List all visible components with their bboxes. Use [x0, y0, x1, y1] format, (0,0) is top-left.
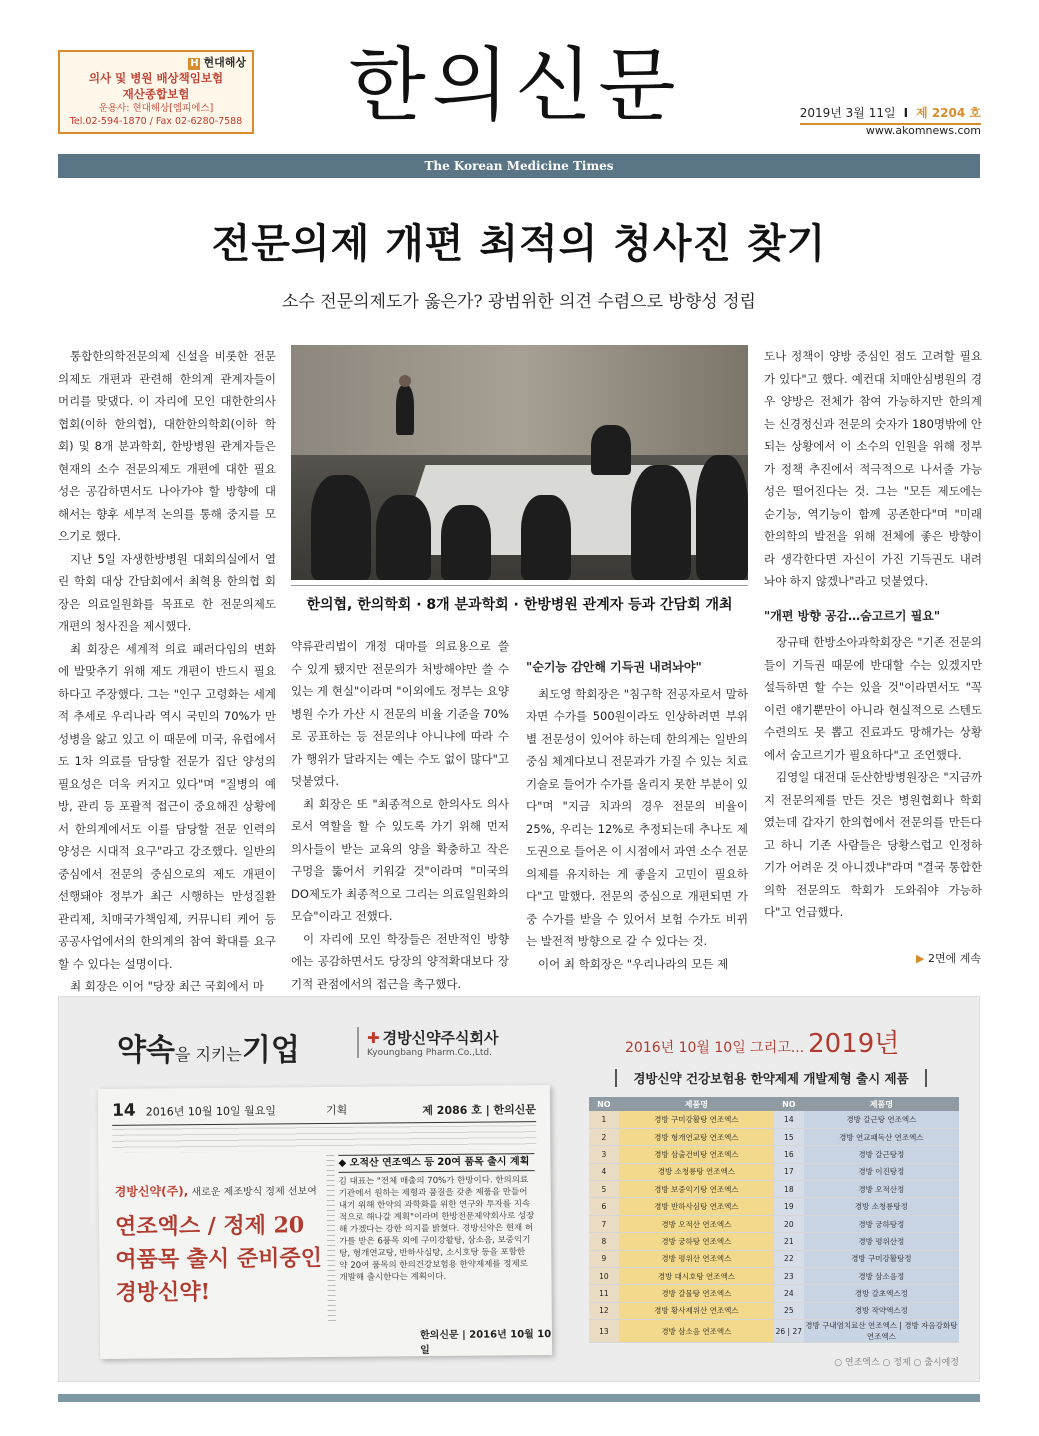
product-no: 21 — [774, 1233, 804, 1250]
paragraph: 이어 최 학회장은 "우리나라의 모든 제 — [538, 956, 729, 971]
newspaper-clipping — [98, 1085, 552, 1359]
paragraph: 최 회장은 또 "최종적으로 한의사도 의사로서 역할을 할 수 있도록 가기 위해 먼저 의사들이 받는 교육의 양을 확충하고 작은 구멍을 뚫어서 키워갈 것"이라며 "미국의 DO제도가 최종적으로 그리는 의료일원화의 모습"이라고 전했다. — [291, 796, 509, 923]
product-name: 경방 대시호탕 연조엑스 — [619, 1268, 774, 1285]
clipping-header — [112, 1097, 536, 1126]
ad-slogan — [117, 1025, 300, 1069]
table-row — [589, 1215, 959, 1232]
paragraph: 장규태 한방소아과학회장은 "기존 전문의들이 기득권 때문에 반대할 수는 있겠지만 설득하면 할 수는 있을 것"이라면서도 "꼭 이런 얘기뿐만이 아니라 현실적으로 스텐도 수련의도 못 뽑고 진료과도 망해가는 상황에서 숨고르기가 필요하다"고 조언했다. — [764, 635, 982, 762]
product-no: 12 — [589, 1302, 619, 1319]
product-name: 경방 작약엑스정 — [804, 1302, 959, 1319]
product-no: 4 — [589, 1163, 619, 1180]
product-name: 경방 궁하탕정 — [804, 1215, 959, 1232]
paragraph: 약류관리법이 개정 대마를 의료용으로 쓸 수 있게 됐지만 전문의가 처방해야만 쓸 수 있는 게 현실"이라며 "이외에도 정부는 요양병원 수가 가산 시 전문의 비율 기준을 70%로 공표하는 등 전문의냐 아니냐에 따라 수가 행위가 달라지는 예는 수도 없이 많다"고 덧붙였다. — [291, 639, 509, 788]
photo-person — [311, 475, 371, 580]
insurance-brand: H 현대해상 — [190, 56, 246, 69]
product-no: 20 — [774, 1215, 804, 1232]
insurance-line-2: 재산종합보험 — [122, 87, 190, 101]
photo-person — [441, 505, 491, 580]
clipping-date: 2016년 10월 10일 월요일 — [145, 1104, 276, 1119]
table-row — [589, 1146, 959, 1163]
website-link[interactable]: www.akomnews.com — [865, 124, 981, 137]
paragraph: 최도영 학회장은 "침구학 전공자로서 말하자면 수가를 500원이라도 인상하려면 부위별 전문성이 있어야 하는데 한의계는 일반의 중심 체계다보니 전문과가 가질 수 있는 치료기술로 들어가 수가를 올리지 못한 부분이 있다"며 "지금 치과의 경우 전문의 비율이 25%, 우리는 12%로 추정되는데 추나도 제도권으로 들어온 이 시점에서 과연 소수 전문의제를 유지하는 게 좋을지 고민이 필요하다"고 말했다. 전문의 중심으로 개편되면 가중 수가를 받을 수 있어서 보험 수가도 비뀌는 발전적 방향으로 갈 수 있다는 것. — [526, 686, 748, 948]
product-no: 22 — [774, 1250, 804, 1267]
paragraph: 김영일 대전대 둔산한방병원장은 "지금까지 전문의제를 만든 것은 병원협회나 학회였는데 갑자기 한의협에서 전문의를 만든다고 하니 기존 사람들은 당황스럽고 인정하기가 어려운 것 아니겠냐"라며 "결국 통합한의학 전문의도 학회가 도와줘야 가능하다"고 언급했다. — [764, 770, 982, 919]
subheadline: 소수 전문의제도가 옳은가? 광범위한 의견 수렴으로 방향성 정립 — [282, 292, 756, 312]
product-name: 경방 구미강활탕 연조엑스 — [619, 1111, 774, 1128]
hyundai-logo-icon: H — [190, 58, 199, 69]
col-header-name: 제품명 — [619, 1097, 774, 1111]
meeting-photo — [291, 345, 748, 580]
insurance-ad-box[interactable] — [58, 50, 254, 134]
product-no: 17 — [774, 1163, 804, 1180]
product-no: 3 — [589, 1146, 619, 1163]
caption-rule — [291, 585, 748, 586]
table-row — [589, 1163, 959, 1180]
paragraph: 최 회장은 이어 "당장 최근 국회에서 마 — [70, 979, 264, 993]
product-name: 경방 삼출건비탕 연조엑스 — [619, 1146, 774, 1163]
product-name: 경방 삼소음정 — [804, 1268, 959, 1285]
ad-company — [357, 1027, 499, 1058]
product-name: 경방 이진탕정 — [804, 1163, 959, 1180]
table-row — [589, 1250, 959, 1267]
product-no: 1 — [589, 1111, 619, 1128]
product-no: 15 — [774, 1128, 804, 1145]
article-column-4 — [764, 345, 982, 924]
product-no: 16 — [774, 1146, 804, 1163]
english-name-bar: The Korean Medicine Times — [58, 154, 980, 178]
col-header-no: NO — [589, 1097, 619, 1111]
paragraph: 지난 5일 자생한방병원 대회의실에서 열린 학회 대상 간담회에서 최혁용 한의협 회장은 의료일원화를 목표로 한 전문의제도 개편의 청사진을 제시했다. — [58, 551, 276, 633]
company-logo-icon: ✚ — [367, 1029, 380, 1047]
product-table-title: 경방신약 건강보험용 한약제제 개발제형 출시 제품 — [615, 1069, 927, 1087]
issue-number: 제 2204 호 — [916, 106, 981, 120]
product-name: 경방 평위산 연조엑스 — [619, 1250, 774, 1267]
bottom-rule — [58, 1394, 980, 1402]
company-name: 경방신약주식회사 — [382, 1029, 499, 1047]
clipping-company-name: 경방신약(주), — [114, 1184, 189, 1199]
product-legend: ○ 연조엑스 ○ 정제 ○ 출시예정 — [834, 1358, 959, 1368]
product-no: 18 — [774, 1181, 804, 1198]
product-name: 경방 갈근탕정 — [804, 1146, 959, 1163]
product-no: 13 — [589, 1320, 619, 1343]
pharma-advertisement[interactable] — [58, 996, 980, 1382]
clipping-issue: 제 2086 호 | 한의신문 — [422, 1103, 537, 1118]
paragraph: 이 자리에 모인 학장들은 전반적인 방향에는 공감하면서도 당장의 양적확대보다 장기적 관점에서의 접근을 촉구했다. — [291, 931, 509, 991]
product-name: 경방 갈초엑스정 — [804, 1285, 959, 1302]
clipping-big-text: 연조엑스 / 정제 20여품목 출시 준비중인 경방신약! — [114, 1212, 323, 1306]
clipping-box-text: 김 대표는 "전체 매출의 70%가 한방이다. 한의의료기관에서 원하는 제형과 품질을 갖춘 제품을 만들어 내기 위해 한약의 과학화를 위한 연구와 투자를 지속적으로 해나갈 계획"이라며 한방전문제약회사로 성장해 가겠다는 강한 의지를 밝혔다. 경방신약은 현재 허가를 받은 6품목 외에 구미강활탕, 삼소음, 보중익기탕, 형개연교탕, 반하사심탕, 소시호탕 등을 포함한 약 20여 품목의 한의건강보험용 한약제제를 정제로 개발해 출시한다는 계획이다. — [338, 1175, 535, 1283]
insurance-contact: Tel.02-594-1870 / Fax 02-6280-7588 — [69, 116, 243, 127]
table-row — [589, 1128, 959, 1145]
product-name: 경방 구미강활탕정 — [804, 1250, 959, 1267]
since-banner — [625, 1023, 899, 1060]
product-name: 경방 형개연교탕 연조엑스 — [619, 1128, 774, 1145]
clipping-signature: 한의신문 | 2016년 10월 10일 — [419, 1329, 552, 1357]
product-name: 경방 소청룡탕 연조엑스 — [619, 1163, 774, 1180]
product-name: 경방 평위산정 — [804, 1233, 959, 1250]
product-name: 경방 연교패독산 연조엑스 — [804, 1128, 959, 1145]
photo-person — [591, 425, 631, 475]
product-no: 14 — [774, 1111, 804, 1128]
photo-speaker-head — [399, 375, 411, 387]
product-no: 2 — [589, 1128, 619, 1145]
product-table — [589, 1097, 959, 1343]
col-header-name: 제품명 — [804, 1097, 959, 1111]
product-no: 11 — [589, 1285, 619, 1302]
clipping-box-title: ◆ 오적산 연조엑스 등 20여 품목 출시 계획 — [338, 1153, 534, 1173]
product-name: 경방 구내염치료산 연조엑스 | 경방 자음강화탕 연조엑스 — [805, 1321, 958, 1342]
photo-person — [376, 495, 431, 580]
section-subtitle: "순기능 감안해 기득권 내려놔야" — [526, 660, 702, 674]
product-name: 경방 삼소음 연조엑스 — [619, 1320, 774, 1343]
table-row — [589, 1198, 959, 1215]
slogan-word-2: 을 지키는 — [174, 1045, 242, 1064]
product-no: 9 — [589, 1250, 619, 1267]
paragraph: 통합한의학전문의제 신설을 비롯한 전문의제도 개편과 관련해 한의계 관계자들이 머리를 맞댔다. 이 자리에 모인 대한한의사협회(이하 한의협), 대한한의학회(이하 학회) 및 8개 분과학회, 한방병원 관계자들은 현재의 소수 전문의제도 개편에 대한 필요성은 공감하면서도 나아가야 할 방향에 대해서는 향후 세부적 논의를 통해 중지를 모으기로 했다. — [58, 349, 276, 543]
triangle-right-icon: ▶ — [916, 952, 925, 965]
product-name: 경방 반하사심탕 연조엑스 — [619, 1198, 774, 1215]
newspaper-title: 한의신문 — [348, 39, 682, 132]
paragraph: 최 회장은 세계적 의료 패러다임의 변화에 발맞추기 위해 제도 개편이 반드시 필요하다고 주장했다. 그는 "인구 고령화는 세계적 추세로 우리나라 역시 국민의 70%가 만성병을 앓고 있고 이 때문에 미국, 유럽에서도 1차 의료를 담당할 전문가 집단 양성의 필요성은 더욱 커지고 있다"며 "질병의 예방, 관리 등 포괄적 접근이 중요해진 상황에서 한의계에서도 이를 담당할 전문 인력의 양성은 시대적 요구"라고 강조했다. 일반의 중심에서 전문의 중심으로의 제도 개편이 선행돼야 정부가 최근 시행하는 만성질환 관리제, 치매국가책임제, 커뮤니티 케어 등 공공사업에서의 한의계의 참여 확대를 요구할 수 있다는 설명이다. — [58, 641, 276, 971]
product-name: 경방 소청룡탕정 — [804, 1198, 959, 1215]
product-no: 10 — [589, 1268, 619, 1285]
product-no: 5 — [589, 1181, 619, 1198]
product-no: 6 — [589, 1198, 619, 1215]
product-name: 경방 황사제위산 연조엑스 — [619, 1302, 774, 1319]
clipping-text-lines — [326, 1155, 335, 1323]
paragraph: 도나 정책이 양방 중심인 점도 고려할 필요가 있다"고 했다. 예컨대 치매안심병원의 경우 양방은 전체가 참여 가능하지만 한의계는 신경정신과 전문의 숫자가 180명밖에 안 되는 상황에서 이 소수의 인원을 위해 정부가 정책 추진에서 적극적으로 나서줄 가능성은 떨어진다는 것. 그는 "모든 제도에는 순기능, 역기능이 함께 공존한다"며 "미래 한의학의 발전을 위해 전체에 좋은 방향이라 생각한다면 자신이 가진 기득권도 내려놔야 하지 않겠나"라고 덧붙였다. — [764, 349, 982, 588]
table-row — [589, 1233, 959, 1250]
dateline — [800, 104, 981, 125]
photo-caption: 한의협, 한의학회 · 8개 분과학회 · 한방병원 관계자 등과 간담회 개최 — [306, 597, 733, 613]
issue-date: 2019년 3월 11일 — [799, 106, 896, 120]
table-row — [589, 1302, 959, 1319]
table-row — [589, 1181, 959, 1198]
product-name: 경방 갈근탕 연조엑스 — [804, 1111, 959, 1128]
slogan-word-3: 기업 — [241, 1033, 300, 1068]
table-row — [589, 1268, 959, 1285]
since-text: 2016년 10월 10일 그리고... — [625, 1040, 805, 1056]
dateline-separator: I — [903, 106, 909, 120]
article-column-1 — [58, 345, 276, 998]
section-subtitle: "개편 방향 공감…숨고르기 필요" — [764, 608, 941, 623]
photo-wall — [291, 345, 748, 455]
col-header-no: NO — [774, 1097, 804, 1111]
product-no: 25 — [774, 1302, 804, 1319]
article-column-3 — [526, 650, 748, 975]
product-no: 7 — [589, 1215, 619, 1232]
clipping-company — [115, 1181, 317, 1200]
article-column-2 — [291, 635, 509, 995]
clipping-section: 기획 — [325, 1103, 348, 1117]
product-no: 24 — [774, 1285, 804, 1302]
photo-person — [631, 465, 691, 580]
clipping-page: 14 — [111, 1100, 136, 1121]
product-no: 8 — [589, 1233, 619, 1250]
photo-person — [696, 455, 748, 580]
continued-link[interactable] — [916, 950, 981, 966]
product-no: 23 — [774, 1268, 804, 1285]
photo-speaker — [396, 385, 414, 435]
table-row — [589, 1285, 959, 1302]
continued-label: 2면에 계속 — [928, 952, 981, 965]
product-table-body — [589, 1111, 959, 1343]
product-name: 경방 오적산 연조엑스 — [619, 1215, 774, 1232]
clipping-text-lines — [112, 1125, 536, 1153]
product-name: 경방 보중익기탕 연조엑스 — [619, 1181, 774, 1198]
headline: 전문의제 개편 최적의 청사진 찾기 — [211, 221, 827, 267]
company-name-en: Kyoungbang Pharm.Co.,Ltd. — [367, 1048, 492, 1058]
table-row — [589, 1320, 959, 1343]
product-name: 경방 오적산정 — [804, 1181, 959, 1198]
product-name: 경방 갈물탕 연조엑스 — [619, 1285, 774, 1302]
since-year: 2019년 — [808, 1029, 900, 1059]
table-header-row — [589, 1097, 959, 1111]
product-no: 19 — [774, 1198, 804, 1215]
insurance-line-1: 의사 및 병원 배상책임보험 — [88, 71, 224, 85]
product-no: 26 | 27 — [774, 1320, 804, 1343]
clipping-box — [338, 1153, 535, 1284]
slogan-word-1: 약속 — [117, 1033, 175, 1068]
photo-person — [521, 495, 571, 580]
insurance-line-3: 운용사: 현대해상[엠피에스] — [98, 103, 214, 114]
table-row — [589, 1111, 959, 1128]
product-name: 경방 궁하탕 연조엑스 — [619, 1233, 774, 1250]
clipping-company-sub: 새로운 제조방식 정제 선보여 — [188, 1186, 317, 1199]
